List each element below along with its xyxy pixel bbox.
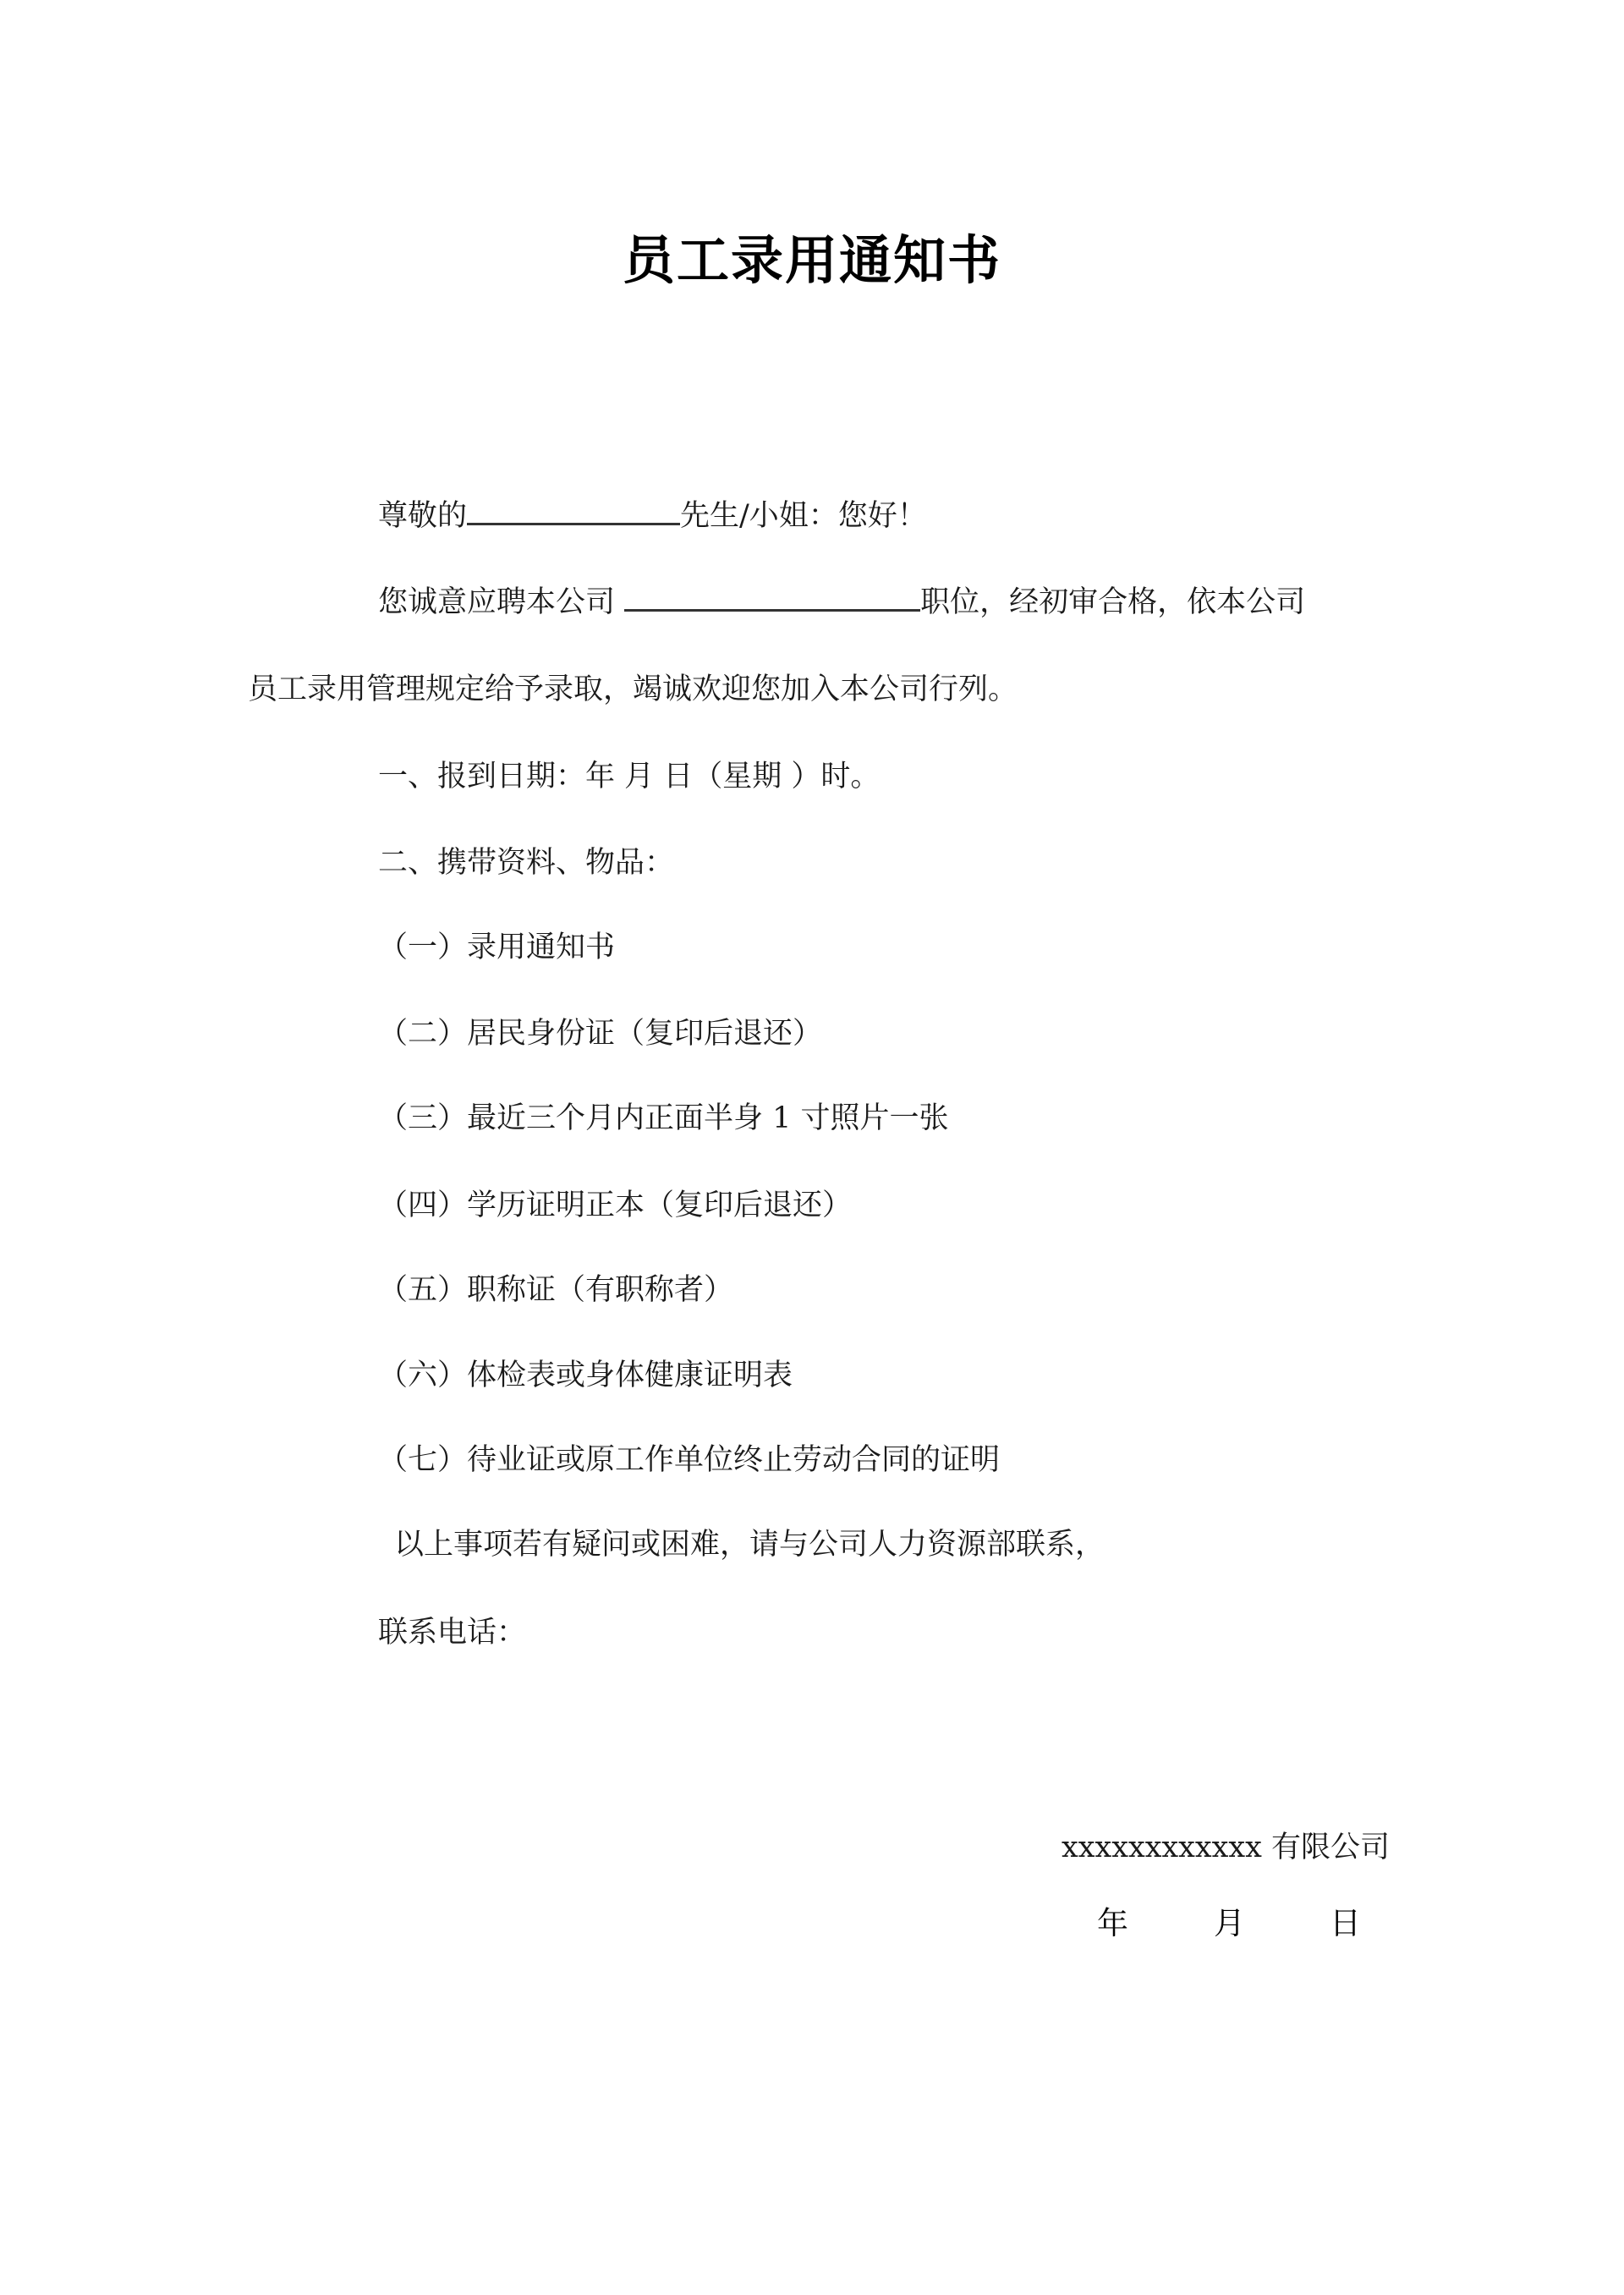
greeting-line xyxy=(378,497,927,535)
intro-continuation: 员工录用管理规定给予录取，竭诚欢迎您加入本公司行列。 xyxy=(248,673,1018,706)
list-item: （二）居民身份证（复印后退还） xyxy=(378,1017,823,1051)
intro-line xyxy=(378,584,1305,621)
name-blank-field[interactable] xyxy=(467,497,680,525)
greeting-prefix: 尊敬的 xyxy=(378,499,468,533)
list-item: （五）职称证（有职称者） xyxy=(378,1273,734,1307)
greeting-suffix: 先生/小姐：您好！ xyxy=(680,499,927,533)
intro-prefix: 您诚意应聘本公司 xyxy=(378,585,625,619)
list-item: （一）录用通知书 xyxy=(378,931,616,964)
intro-suffix: 职位，经初审合格，依本公司 xyxy=(920,585,1306,619)
list-item: （三）最近三个月内正面半身 1 寸照片一张 xyxy=(378,1101,949,1135)
position-blank-field[interactable] xyxy=(624,584,920,612)
section-materials: 二、携带资料、物品： xyxy=(378,846,675,880)
list-item: （六）体检表或身体健康证明表 xyxy=(378,1359,793,1392)
list-item: （七）待业证或原工作单位终止劳动合同的证明 xyxy=(378,1443,1001,1477)
section-report-date: 一、报到日期：年 月 日（星期 ）时。 xyxy=(378,760,881,793)
date-day: 日 xyxy=(1330,1905,1361,1941)
list-item: （四）学历证明正本（复印后退还） xyxy=(378,1189,853,1222)
date-month: 月 xyxy=(1214,1905,1245,1941)
date-year: 年 xyxy=(1097,1905,1128,1941)
company-signature: xxxxxxxxxxxx 有限公司 xyxy=(1062,1831,1390,1864)
document-title: 员工录用通知书 xyxy=(622,229,1001,291)
closing-text: 以上事项若有疑问或困难，请与公司人力资源部联系， xyxy=(394,1528,1106,1562)
contact-phone-label: 联系电话： xyxy=(378,1616,527,1650)
